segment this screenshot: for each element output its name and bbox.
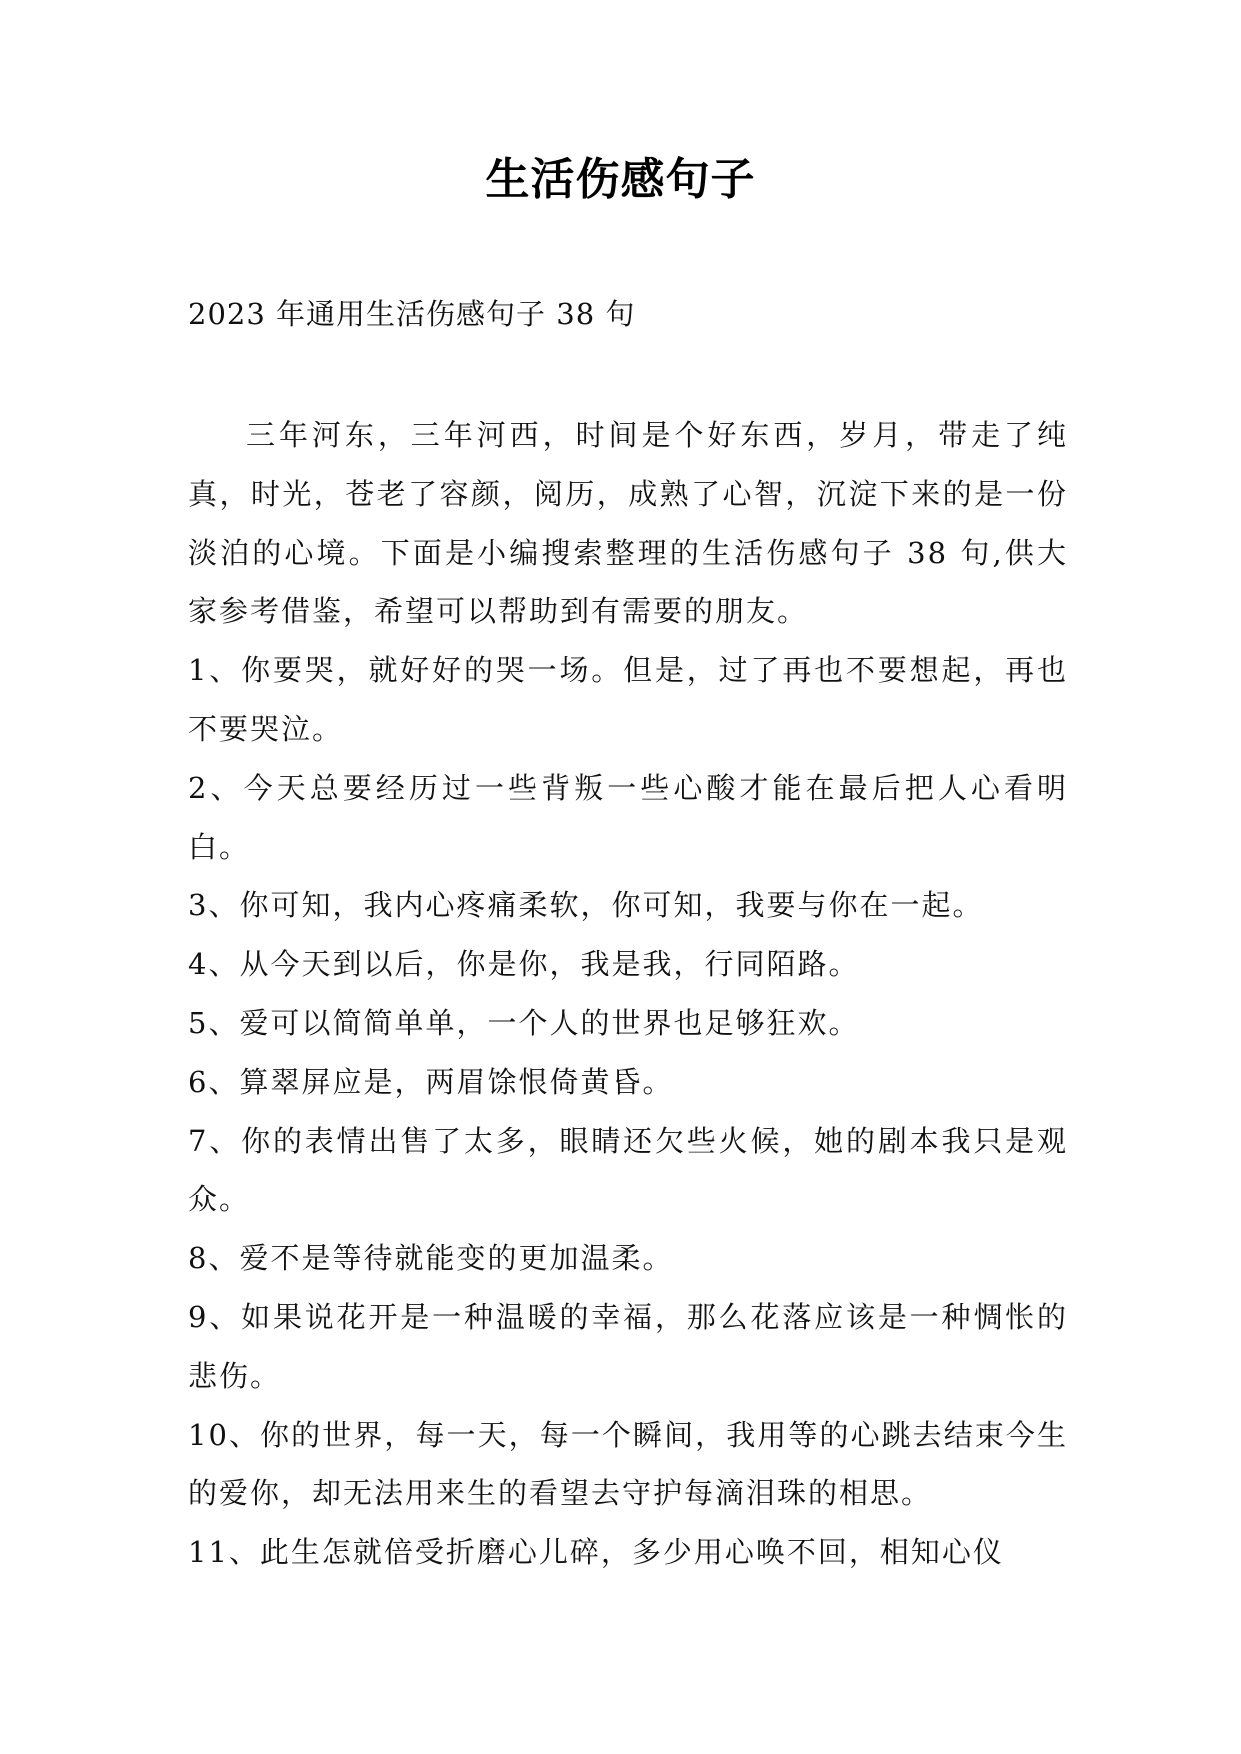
list-item: 1、你要哭，就好好的哭一场。但是，过了再也不要想起，再也不要哭泣。 bbox=[188, 653, 1068, 746]
list-item: 2、今天总要经历过一些背叛一些心酸才能在最后把人心看明白。 bbox=[188, 770, 1068, 864]
list-item: 5、爱可以简简单单，一个人的世界也足够狂欢。 bbox=[188, 1005, 860, 1040]
document-body bbox=[188, 406, 1068, 1582]
list-item: 7、你的表情出售了太多，眼睛还欠些火候，她的剧本我只是观众。 bbox=[188, 1123, 1068, 1217]
list-item: 4、从今天到以后，你是你，我是我，行同陌路。 bbox=[188, 947, 860, 982]
list-item: 9、如果说花开是一种温暖的幸福，那么花落应该是一种惆怅的悲伤。 bbox=[188, 1299, 1068, 1393]
list-item: 6、算翠屏应是，两眉馀恨倚黄昏。 bbox=[188, 1064, 674, 1099]
list-item: 3、你可知，我内心疼痛柔软，你可知，我要与你在一起。 bbox=[188, 888, 984, 923]
list-item: 10、你的世界，每一天，每一个瞬间，我用等的心跳去结束今生的爱你，却无法用来生的看望去守护每滴泪珠的相思。 bbox=[188, 1417, 1068, 1511]
intro-paragraph: 三年河东，三年河西，时间是个好东西，岁月，带走了纯真，时光，苍老了容颜，阅历，成熟了心智，沉淀下来的是一份淡泊的心境。下面是小编搜索整理的生活伤感句子 38 句,供大家参考借鉴，希望可以帮助到有需要的朋友。 bbox=[188, 418, 1068, 629]
list-item: 11、此生怎就倍受折磨心儿碎，多少用心唤不回，相知心仪 bbox=[188, 1535, 1004, 1570]
list-item: 8、爱不是等待就能变的更加温柔。 bbox=[188, 1241, 674, 1276]
page-title: 生活伤感句子 bbox=[485, 154, 756, 205]
document-subtitle: 2023 年通用生活伤感句子 38 句 bbox=[188, 297, 636, 331]
